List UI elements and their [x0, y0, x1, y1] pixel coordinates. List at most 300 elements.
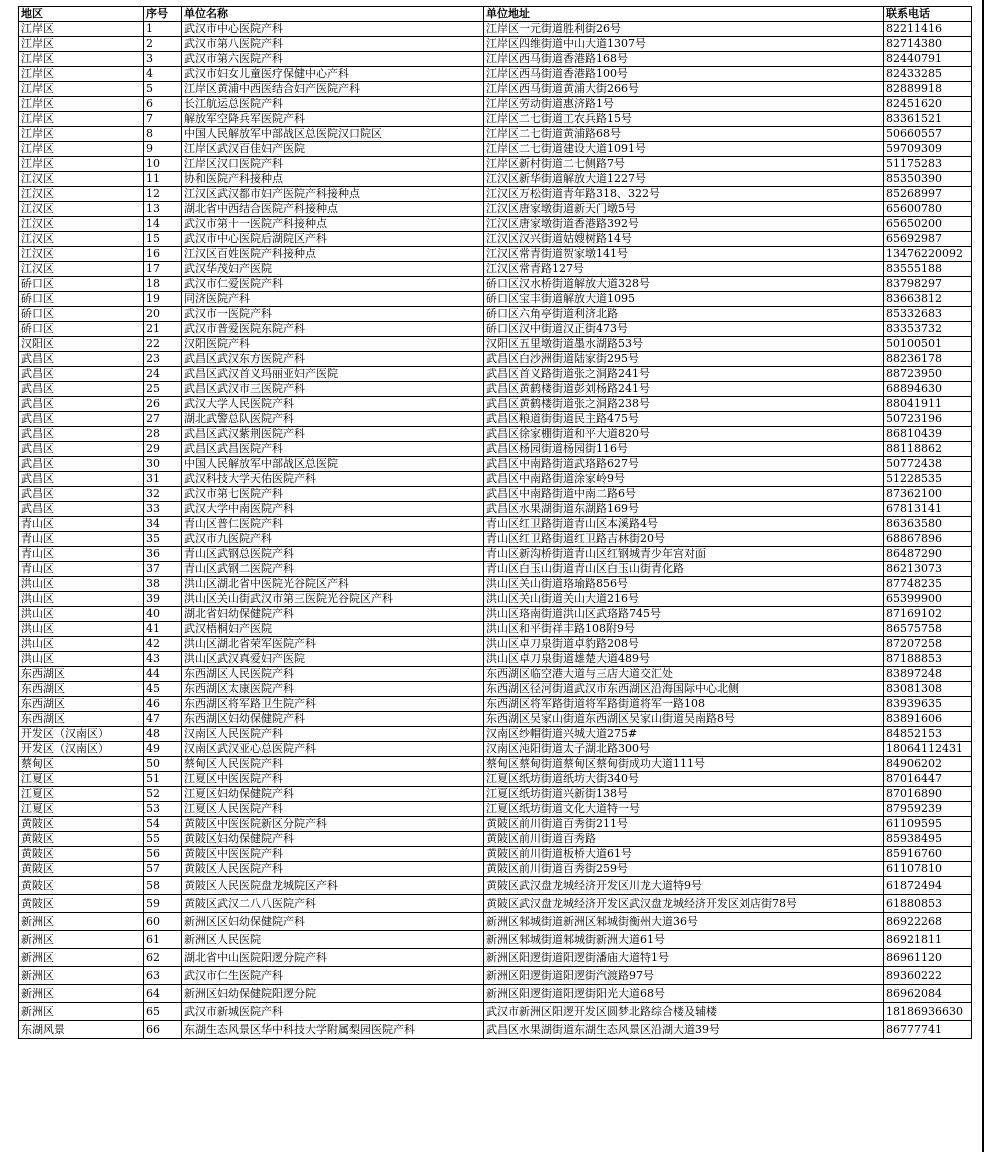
cell-district: 江夏区	[19, 787, 144, 802]
cell-number: 55	[144, 832, 182, 847]
table-row	[19, 532, 972, 547]
cell-unit-address: 江岸区二七街道黄浦路68号	[484, 127, 884, 142]
cell-district: 武昌区	[19, 457, 144, 472]
cell-number: 17	[144, 262, 182, 277]
cell-phone: 50723196	[884, 412, 972, 427]
cell-unit-name: 黄陂区人民医院产科	[182, 862, 484, 877]
cell-unit-name: 东湖生态风景区华中科技大学附属梨园医院产科	[182, 1021, 484, 1039]
table-row	[19, 727, 972, 742]
cell-unit-name: 青山区普仁医院产科	[182, 517, 484, 532]
cell-unit-name: 湖北省中山医院阳逻分院产科	[182, 949, 484, 967]
table-row	[19, 502, 972, 517]
cell-unit-name: 武汉市普爱医院东院产科	[182, 322, 484, 337]
table-row	[19, 247, 972, 262]
table-row	[19, 817, 972, 832]
cell-phone: 82714380	[884, 37, 972, 52]
cell-phone: 86363580	[884, 517, 972, 532]
vaccination-sites-table	[18, 6, 972, 1039]
cell-number: 57	[144, 862, 182, 877]
cell-number: 54	[144, 817, 182, 832]
table-row	[19, 142, 972, 157]
cell-number: 8	[144, 127, 182, 142]
cell-number: 12	[144, 187, 182, 202]
cell-unit-name: 江汉区武汉都市妇产医院产科接种点	[182, 187, 484, 202]
cell-number: 21	[144, 322, 182, 337]
cell-number: 38	[144, 577, 182, 592]
cell-unit-address: 硚口区汉中街道汉正街473号	[484, 322, 884, 337]
cell-phone: 50660557	[884, 127, 972, 142]
cell-phone: 50772438	[884, 457, 972, 472]
table-row	[19, 352, 972, 367]
cell-phone: 86575758	[884, 622, 972, 637]
table-row	[19, 127, 972, 142]
cell-unit-name: 中国人民解放军中部战区总医院汉口院区	[182, 127, 484, 142]
cell-number: 34	[144, 517, 182, 532]
cell-district: 江岸区	[19, 97, 144, 112]
cell-phone: 87169102	[884, 607, 972, 622]
cell-phone: 86962084	[884, 985, 972, 1003]
cell-unit-name: 洪山区武汉真爱妇产医院	[182, 652, 484, 667]
cell-phone: 83891606	[884, 712, 972, 727]
cell-district: 黄陂区	[19, 817, 144, 832]
cell-unit-address: 武昌区中南路街道涂家岭9号	[484, 472, 884, 487]
cell-unit-name: 武昌区武汉市三医院产科	[182, 382, 484, 397]
cell-number: 28	[144, 427, 182, 442]
header-unit-address: 单位地址	[484, 7, 884, 22]
table-row	[19, 562, 972, 577]
cell-phone: 68894630	[884, 382, 972, 397]
cell-phone: 86810439	[884, 427, 972, 442]
cell-phone: 67813141	[884, 502, 972, 517]
cell-unit-name: 江岸区黄浦中西医结合妇产医院产科	[182, 82, 484, 97]
table-row	[19, 787, 972, 802]
cell-phone: 86961120	[884, 949, 972, 967]
table-row	[19, 337, 972, 352]
table-row	[19, 592, 972, 607]
cell-district: 江岸区	[19, 52, 144, 67]
cell-phone: 82211416	[884, 22, 972, 37]
cell-unit-name: 武昌区武昌医院产科	[182, 442, 484, 457]
cell-unit-name: 湖北省妇幼保健院产科	[182, 607, 484, 622]
cell-phone: 59709309	[884, 142, 972, 157]
cell-phone: 61880853	[884, 895, 972, 913]
cell-district: 黄陂区	[19, 862, 144, 877]
cell-phone: 85916760	[884, 847, 972, 862]
cell-phone: 86213073	[884, 562, 972, 577]
cell-district: 新洲区	[19, 967, 144, 985]
cell-number: 49	[144, 742, 182, 757]
cell-district: 东西湖区	[19, 697, 144, 712]
table-row	[19, 277, 972, 292]
table-row	[19, 757, 972, 772]
cell-phone: 88118862	[884, 442, 972, 457]
table-header-row	[19, 7, 972, 22]
cell-district: 黄陂区	[19, 832, 144, 847]
cell-district: 江夏区	[19, 772, 144, 787]
header-unit-name: 单位名称	[182, 7, 484, 22]
cell-district: 青山区	[19, 562, 144, 577]
table-row	[19, 232, 972, 247]
cell-unit-address: 洪山区卓刀泉街道卓豹路208号	[484, 637, 884, 652]
cell-unit-address: 江汉区万松街道青年路318、322号	[484, 187, 884, 202]
table-row	[19, 487, 972, 502]
cell-district: 江汉区	[19, 247, 144, 262]
cell-unit-address: 黄陂区武汉盘龙城经济开发区川龙大道特9号	[484, 877, 884, 895]
cell-unit-address: 青山区红卫路街道红卫路吉林街20号	[484, 532, 884, 547]
cell-unit-address: 江夏区纸坊街道文化大道特一号	[484, 802, 884, 817]
cell-unit-name: 武汉市第六医院产科	[182, 52, 484, 67]
cell-unit-name: 武汉市仁爱医院产科	[182, 277, 484, 292]
cell-unit-name: 协和医院产科接种点	[182, 172, 484, 187]
table-row	[19, 367, 972, 382]
cell-district: 硚口区	[19, 292, 144, 307]
cell-phone: 83353732	[884, 322, 972, 337]
cell-number: 44	[144, 667, 182, 682]
cell-unit-name: 东西湖区将军路卫生院产科	[182, 697, 484, 712]
cell-number: 9	[144, 142, 182, 157]
cell-unit-address: 江汉区常青街道贺家墩141号	[484, 247, 884, 262]
cell-unit-address: 武昌区杨园街道杨园街116号	[484, 442, 884, 457]
cell-district: 江汉区	[19, 232, 144, 247]
table-row	[19, 292, 972, 307]
cell-unit-name: 黄陂区妇幼保健院产科	[182, 832, 484, 847]
cell-number: 42	[144, 637, 182, 652]
cell-phone: 65600780	[884, 202, 972, 217]
cell-phone: 84852153	[884, 727, 972, 742]
cell-unit-address: 汉南区沌阳街道太子湖北路300号	[484, 742, 884, 757]
cell-phone: 84906202	[884, 757, 972, 772]
cell-number: 61	[144, 931, 182, 949]
cell-unit-name: 东西湖区太康医院产科	[182, 682, 484, 697]
cell-phone: 87016890	[884, 787, 972, 802]
cell-unit-address: 武昌区水果湖街道东湖路169号	[484, 502, 884, 517]
table-row	[19, 382, 972, 397]
cell-unit-name: 武昌区武汉紫荆医院产科	[182, 427, 484, 442]
cell-number: 25	[144, 382, 182, 397]
cell-phone: 82440791	[884, 52, 972, 67]
cell-unit-name: 黄陂区武汉二八八医院产科	[182, 895, 484, 913]
table-row	[19, 22, 972, 37]
cell-unit-address: 江夏区纸坊街道纸坊大街340号	[484, 772, 884, 787]
cell-unit-address: 江岸区二七街道工农兵路15号	[484, 112, 884, 127]
cell-district: 东湖风景	[19, 1021, 144, 1039]
cell-unit-address: 江汉区常青路127号	[484, 262, 884, 277]
cell-unit-name: 东西湖区人民医院产科	[182, 667, 484, 682]
cell-unit-address: 江岸区西马街道香港路168号	[484, 52, 884, 67]
cell-phone: 85938495	[884, 832, 972, 847]
cell-number: 16	[144, 247, 182, 262]
cell-unit-address: 蔡甸区蔡甸街道蔡甸区蔡甸街成功大道111号	[484, 757, 884, 772]
cell-unit-name: 新洲区妇幼保健院阳逻分院	[182, 985, 484, 1003]
cell-unit-name: 洪山区湖北省荣军医院产科	[182, 637, 484, 652]
cell-number: 39	[144, 592, 182, 607]
cell-unit-name: 武汉市中心医院后湖院区产科	[182, 232, 484, 247]
cell-number: 10	[144, 157, 182, 172]
cell-district: 新洲区	[19, 913, 144, 931]
cell-unit-name: 汉南区武汉亚心总医院产科	[182, 742, 484, 757]
cell-phone: 86487290	[884, 547, 972, 562]
table-row	[19, 517, 972, 532]
cell-phone: 87207258	[884, 637, 972, 652]
cell-unit-name: 黄陂区人民医院盘龙城院区产科	[182, 877, 484, 895]
header-phone: 联系电话	[884, 7, 972, 22]
cell-unit-name: 武汉市仁生医院产科	[182, 967, 484, 985]
cell-number: 14	[144, 217, 182, 232]
table-row	[19, 913, 972, 931]
cell-unit-address: 江岸区新村街道二七侧路7号	[484, 157, 884, 172]
cell-unit-address: 江岸区西马街道香港路100号	[484, 67, 884, 82]
table-row	[19, 667, 972, 682]
cell-unit-address: 东西湖区径河街道武汉市东西湖区沿海国际中心北侧	[484, 682, 884, 697]
cell-district: 江汉区	[19, 172, 144, 187]
cell-unit-name: 江夏区人民医院产科	[182, 802, 484, 817]
cell-phone: 61872494	[884, 877, 972, 895]
cell-unit-address: 新洲区阳逻街道阳逻街潘庙大道特1号	[484, 949, 884, 967]
cell-district: 武昌区	[19, 412, 144, 427]
cell-number: 62	[144, 949, 182, 967]
cell-number: 30	[144, 457, 182, 472]
cell-phone: 51228535	[884, 472, 972, 487]
cell-unit-address: 新洲区邾城街道邾城街新洲大道61号	[484, 931, 884, 949]
table-row	[19, 307, 972, 322]
table-row	[19, 772, 972, 787]
cell-district: 武昌区	[19, 487, 144, 502]
cell-phone: 82451620	[884, 97, 972, 112]
table-row	[19, 157, 972, 172]
cell-unit-address: 黄陂区武汉盘龙城经济开发区武汉盘龙城经济开发区刘店街78号	[484, 895, 884, 913]
cell-unit-address: 洪山区关山街道关山大道216号	[484, 592, 884, 607]
cell-unit-address: 武昌区粮道街街道民主路475号	[484, 412, 884, 427]
table-row	[19, 682, 972, 697]
cell-phone: 18186936630	[884, 1003, 972, 1021]
cell-number: 1	[144, 22, 182, 37]
table-row	[19, 622, 972, 637]
table-body	[19, 22, 972, 1039]
cell-phone: 88723950	[884, 367, 972, 382]
cell-unit-address: 新洲区邾城街道新洲区邾城街衡州大道36号	[484, 913, 884, 931]
cell-phone: 65692987	[884, 232, 972, 247]
cell-number: 59	[144, 895, 182, 913]
cell-number: 27	[144, 412, 182, 427]
cell-district: 洪山区	[19, 622, 144, 637]
cell-unit-name: 武汉大学人民医院产科	[182, 397, 484, 412]
cell-unit-name: 武汉市九医院产科	[182, 532, 484, 547]
table-row	[19, 262, 972, 277]
cell-unit-name: 同济医院产科	[182, 292, 484, 307]
cell-number: 58	[144, 877, 182, 895]
cell-phone: 86777741	[884, 1021, 972, 1039]
table-row	[19, 607, 972, 622]
cell-unit-address: 汉阳区五里墩街道墨水湖路53号	[484, 337, 884, 352]
cell-unit-name: 武汉市妇女儿童医疗保健中心产科	[182, 67, 484, 82]
cell-district: 江岸区	[19, 142, 144, 157]
cell-district: 青山区	[19, 517, 144, 532]
cell-unit-address: 东西湖区吴家山街道东西湖区吴家山街道吴南路8号	[484, 712, 884, 727]
cell-district: 江岸区	[19, 127, 144, 142]
cell-phone: 51175283	[884, 157, 972, 172]
cell-number: 63	[144, 967, 182, 985]
cell-district: 新洲区	[19, 985, 144, 1003]
cell-unit-name: 江岸区汉口医院产科	[182, 157, 484, 172]
cell-unit-address: 东西湖区临空港大道与三店大道交汇处	[484, 667, 884, 682]
cell-district: 硚口区	[19, 307, 144, 322]
cell-unit-address: 青山区白玉山街道青山区白玉山街青化路	[484, 562, 884, 577]
cell-unit-name: 长江航运总医院产科	[182, 97, 484, 112]
cell-number: 64	[144, 985, 182, 1003]
cell-number: 36	[144, 547, 182, 562]
cell-unit-address: 武昌区徐家棚街道和平大道820号	[484, 427, 884, 442]
cell-unit-address: 新洲区阳逻街道阳逻街汽渡路97号	[484, 967, 884, 985]
cell-unit-name: 蔡甸区人民医院产科	[182, 757, 484, 772]
cell-district: 洪山区	[19, 652, 144, 667]
cell-number: 46	[144, 697, 182, 712]
cell-unit-address: 硚口区六角亭街道利济北路	[484, 307, 884, 322]
cell-unit-address: 江汉区新华街道解放大道1227号	[484, 172, 884, 187]
table-row	[19, 637, 972, 652]
cell-unit-name: 武汉梧桐妇产医院	[182, 622, 484, 637]
cell-unit-address: 江岸区四维街道中山大道1307号	[484, 37, 884, 52]
table-row	[19, 802, 972, 817]
cell-unit-address: 黄陂区前川街道百秀街211号	[484, 817, 884, 832]
cell-district: 黄陂区	[19, 847, 144, 862]
table-row	[19, 895, 972, 913]
cell-district: 汉阳区	[19, 337, 144, 352]
cell-district: 东西湖区	[19, 712, 144, 727]
cell-unit-address: 汉南区纱帽街道兴城大道275#	[484, 727, 884, 742]
cell-phone: 87016447	[884, 772, 972, 787]
cell-number: 29	[144, 442, 182, 457]
cell-unit-name: 武汉市一医院产科	[182, 307, 484, 322]
cell-district: 蔡甸区	[19, 757, 144, 772]
cell-unit-name: 武汉市中心医院产科	[182, 22, 484, 37]
cell-district: 江岸区	[19, 37, 144, 52]
cell-number: 52	[144, 787, 182, 802]
cell-unit-name: 洪山区关山街武汉市第三医院光谷院区产科	[182, 592, 484, 607]
cell-phone: 13476220092	[884, 247, 972, 262]
table-row	[19, 442, 972, 457]
table-row	[19, 931, 972, 949]
cell-unit-name: 湖北省中西结合医院产科接种点	[182, 202, 484, 217]
cell-unit-name: 武汉市新城医院产科	[182, 1003, 484, 1021]
cell-unit-address: 黄陂区前川街道板桥大道61号	[484, 847, 884, 862]
cell-phone: 83081308	[884, 682, 972, 697]
cell-district: 武昌区	[19, 472, 144, 487]
cell-unit-name: 武汉市第十一医院产科接种点	[182, 217, 484, 232]
cell-district: 江汉区	[19, 187, 144, 202]
cell-number: 66	[144, 1021, 182, 1039]
table-row	[19, 112, 972, 127]
cell-unit-address: 武昌区水果湖街道东湖生态风景区沿湖大道39号	[484, 1021, 884, 1039]
cell-unit-name: 武汉大学中南医院产科	[182, 502, 484, 517]
table-row	[19, 217, 972, 232]
cell-district: 武昌区	[19, 397, 144, 412]
cell-district: 硚口区	[19, 322, 144, 337]
cell-unit-name: 武汉市第七医院产科	[182, 487, 484, 502]
cell-number: 7	[144, 112, 182, 127]
cell-phone: 88236178	[884, 352, 972, 367]
cell-unit-name: 东西湖区妇幼保健院产科	[182, 712, 484, 727]
cell-phone: 61107810	[884, 862, 972, 877]
cell-phone: 85350390	[884, 172, 972, 187]
cell-phone: 86921811	[884, 931, 972, 949]
table-row	[19, 697, 972, 712]
cell-unit-address: 东西湖区将军路街道将军路街道将军一路108	[484, 697, 884, 712]
header-district: 地区	[19, 7, 144, 22]
cell-number: 37	[144, 562, 182, 577]
table-row	[19, 472, 972, 487]
cell-number: 15	[144, 232, 182, 247]
cell-unit-name: 湖北武警总队医院产科	[182, 412, 484, 427]
cell-phone: 68867896	[884, 532, 972, 547]
cell-unit-address: 武昌区白沙洲街道陆家街295号	[484, 352, 884, 367]
table-row	[19, 832, 972, 847]
cell-number: 11	[144, 172, 182, 187]
cell-phone: 83897248	[884, 667, 972, 682]
cell-district: 新洲区	[19, 949, 144, 967]
cell-district: 新洲区	[19, 931, 144, 949]
cell-unit-address: 武昌区中南路街道武珞路627号	[484, 457, 884, 472]
table-row	[19, 577, 972, 592]
cell-district: 武昌区	[19, 442, 144, 457]
cell-number: 24	[144, 367, 182, 382]
cell-unit-address: 洪山区关山街道珞瑜路856号	[484, 577, 884, 592]
cell-unit-address: 黄陂区前川街道百秀街259号	[484, 862, 884, 877]
cell-district: 武昌区	[19, 502, 144, 517]
cell-district: 武昌区	[19, 382, 144, 397]
cell-district: 青山区	[19, 532, 144, 547]
table-row	[19, 547, 972, 562]
cell-number: 18	[144, 277, 182, 292]
cell-unit-name: 解放军空降兵军医院产科	[182, 112, 484, 127]
cell-unit-name: 江汉区百姓医院产科接种点	[182, 247, 484, 262]
cell-unit-address: 江汉区唐家墩街道香港路392号	[484, 217, 884, 232]
cell-district: 江岸区	[19, 67, 144, 82]
cell-number: 53	[144, 802, 182, 817]
cell-district: 青山区	[19, 547, 144, 562]
cell-number: 6	[144, 97, 182, 112]
cell-unit-address: 洪山区卓刀泉街道雄楚大道489号	[484, 652, 884, 667]
cell-number: 50	[144, 757, 182, 772]
cell-district: 武昌区	[19, 427, 144, 442]
table-row	[19, 397, 972, 412]
cell-district: 江岸区	[19, 112, 144, 127]
cell-number: 51	[144, 772, 182, 787]
cell-unit-address: 青山区新沟桥街道青山区红钢城青少年宫对面	[484, 547, 884, 562]
cell-unit-name: 江夏区中医医院产科	[182, 772, 484, 787]
cell-unit-name: 汉阳医院产科	[182, 337, 484, 352]
cell-unit-address: 黄陂区前川街道百秀路	[484, 832, 884, 847]
table-row	[19, 82, 972, 97]
cell-phone: 50100501	[884, 337, 972, 352]
cell-number: 56	[144, 847, 182, 862]
cell-number: 13	[144, 202, 182, 217]
cell-number: 33	[144, 502, 182, 517]
cell-unit-name: 汉南区人民医院产科	[182, 727, 484, 742]
cell-number: 19	[144, 292, 182, 307]
cell-number: 47	[144, 712, 182, 727]
cell-phone: 82433285	[884, 67, 972, 82]
cell-number: 31	[144, 472, 182, 487]
cell-unit-name: 青山区武钢二医院产科	[182, 562, 484, 577]
cell-number: 2	[144, 37, 182, 52]
table-row	[19, 172, 972, 187]
cell-unit-address: 洪山区和平街祥丰路108附9号	[484, 622, 884, 637]
table-row	[19, 742, 972, 757]
cell-phone: 83361521	[884, 112, 972, 127]
cell-district: 洪山区	[19, 592, 144, 607]
cell-unit-name: 武昌区武汉首义玛丽亚妇产医院	[182, 367, 484, 382]
cell-district: 江汉区	[19, 262, 144, 277]
